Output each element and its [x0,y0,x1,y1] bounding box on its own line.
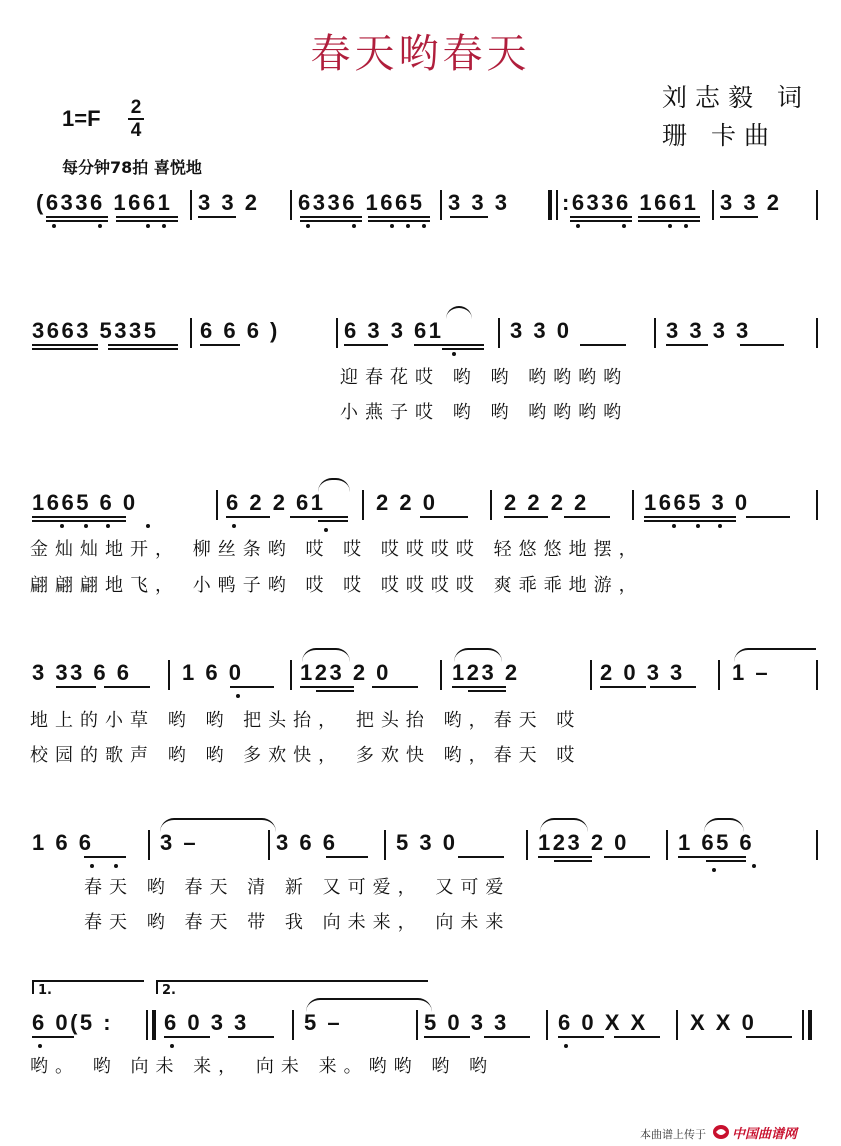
octave-dot [668,224,672,228]
octave-dot [146,224,150,228]
key-signature: 1=F [62,106,101,131]
time-signature [128,98,144,140]
underline [300,216,362,218]
barline [490,490,492,520]
underline [450,216,488,218]
measure-5-2: 3 – [160,830,199,855]
measure-4-3: 123 2 0 [300,660,391,685]
barline [816,190,818,220]
barline [190,190,192,220]
repeat-start-barline [548,190,552,220]
final-barline [808,1010,812,1040]
octave-dot [352,224,356,228]
measure-6-5: 6 0 X X [558,1010,648,1035]
measure-1-5: :6336 1661 [562,190,699,215]
site-logo-icon [712,1124,730,1140]
slur [540,818,588,834]
measure-6-1: 6 0(5 : [32,1010,114,1035]
underline [32,344,98,346]
underline [484,1036,530,1038]
underline [116,216,178,218]
repeat-end-barline [152,1010,156,1040]
barline [802,1010,804,1040]
underline [420,516,468,518]
underline [644,516,736,518]
underline [116,220,178,222]
barline [290,660,292,690]
underline [720,216,758,218]
underline [638,216,700,218]
measure-1-2: 3 3 2 [198,190,260,215]
octave-dot [576,224,580,228]
underline [164,1036,210,1038]
barline [654,318,656,348]
barline [816,318,818,348]
underline [84,856,126,858]
measure-1-1: (6336 1661 [36,190,173,215]
octave-dot [106,524,110,528]
underline [46,216,108,218]
underline [46,220,108,222]
measure-4-4: 123 2 [452,660,520,685]
underline [104,686,150,688]
octave-dot [452,352,456,356]
underline [564,516,610,518]
underline [458,856,504,858]
tie [160,818,276,834]
underline [56,686,96,688]
octave-dot [390,224,394,228]
barline [676,1010,678,1040]
measure-5-4: 5 3 0 [396,830,458,855]
lyric-verse-2: 校园的歌声 哟 哟 多欢快， 多欢快 哟，春天 哎 [30,745,582,766]
octave-dot [114,864,118,868]
underline [570,216,632,218]
underline [318,520,348,522]
measure-5-1: 1 6 6 [32,830,94,855]
barline [148,830,150,860]
measure-2-3: 6 3 3 61 [344,318,444,343]
tie [306,998,432,1014]
measure-3-4: 2 2 2 2 [504,490,589,515]
slur [454,648,502,664]
barline [666,830,668,860]
octave-dot [712,868,716,872]
barline [292,1010,294,1040]
measure-5-3: 3 6 6 [276,830,338,855]
barline [526,830,528,860]
underline [344,344,388,346]
barline [498,318,500,348]
measure-1-4: 3 3 3 [448,190,510,215]
barline [384,830,386,860]
measure-2-5: 3 3 3 3 [666,318,751,343]
barline [290,190,292,220]
lyricist-credit: 刘志毅 词 [662,83,810,112]
octave-dot [170,1044,174,1048]
underline [638,220,700,222]
slur [302,648,350,664]
measure-4-1: 3 33 6 6 [32,660,132,685]
octave-dot [422,224,426,228]
barline [416,1010,418,1040]
octave-dot [696,524,700,528]
barline [146,1010,148,1040]
barline [440,660,442,690]
underline [650,686,696,688]
measure-1-6: 3 3 2 [720,190,782,215]
measure-6-3: 5 – [304,1010,343,1035]
octave-dot [98,224,102,228]
underline [554,860,592,862]
octave-dot [672,524,676,528]
underline [414,344,484,346]
underline [368,216,430,218]
octave-dot [162,224,166,228]
underline [198,216,236,218]
underline [424,1036,470,1038]
underline [558,1036,604,1038]
underline [442,348,484,350]
slur [446,306,472,322]
measure-4-5: 2 0 3 3 [600,660,685,685]
octave-dot [236,694,240,698]
measure-5-6: 1 65 6 [678,830,755,855]
time-signature-bottom: 4 [130,120,142,141]
underline [678,856,746,858]
barline [556,190,558,220]
underline [32,348,98,350]
underline [468,690,506,692]
measure-3-5: 1665 3 0 [644,490,750,515]
barline [336,318,338,348]
barline [362,490,364,520]
underline [740,344,784,346]
site-logo-text[interactable]: 中国曲谱网 [732,1127,798,1142]
measure-6-2: 6 0 3 3 [164,1010,249,1035]
octave-dot [622,224,626,228]
underline [372,686,418,688]
slur [318,478,350,494]
measure-1-3: 6336 1665 [298,190,425,215]
octave-dot [718,524,722,528]
barline [816,490,818,520]
lyric-verse-2: 翩翩翩地飞， 小鸭子哟 哎 哎 哎哎哎哎 爽乖乖地游， [30,575,644,596]
lyric-verse-2: 春天 哟 春天 带 我 向未来， 向未来 [84,912,511,933]
underline [666,344,708,346]
underline [316,690,354,692]
underline [614,1036,660,1038]
octave-dot [232,524,236,528]
octave-dot [84,524,88,528]
second-ending-label: 2. [162,983,176,998]
underline [32,1036,74,1038]
barline [190,318,192,348]
barline [268,830,270,860]
measure-4-6: 1 – [732,660,771,685]
measure-5-5: 123 2 0 [538,830,629,855]
underline [108,348,178,350]
underline [226,516,270,518]
barline [216,490,218,520]
underline [228,1036,274,1038]
lyric-verse-1: 哟。 哟 向未 来， 向未 来。哟哟 哟 哟 [30,1056,495,1077]
measure-3-3: 2 2 0 [376,490,438,515]
tempo-marking: 每分钟78拍 喜悦地 [62,158,202,177]
barline [440,190,442,220]
underline [300,220,362,222]
slur [704,818,744,834]
measure-3-1: 1665 6 0 [32,490,138,515]
tie [734,648,816,664]
underline [326,856,368,858]
underline [600,686,646,688]
underline [200,344,240,346]
measure-2-2: 6 6 6 ) [200,318,280,343]
octave-dot [90,864,94,868]
underline [706,860,746,862]
first-ending-label: 1. [38,983,52,998]
barline [546,1010,548,1040]
octave-dot [306,224,310,228]
underline [580,344,626,346]
measure-3-2: 6 2 2 61 [226,490,326,515]
underline [604,856,650,858]
underline [504,516,548,518]
barline [632,490,634,520]
octave-dot [406,224,410,228]
underline [32,516,126,518]
measure-6-4: 5 0 3 3 [424,1010,509,1035]
lyric-verse-1: 金灿灿地开， 柳丝条哟 哎 哎 哎哎哎哎 轻悠悠地摆， [30,539,644,560]
composer-credit: 珊 卡曲 [662,121,777,150]
footer-upload-text: 本曲谱上传于 [640,1128,706,1141]
octave-dot [324,528,328,532]
underline [290,516,348,518]
barline [590,660,592,690]
underline [32,520,126,522]
lyric-verse-1: 地上的小草 哟 哟 把头抬， 把头抬 哟，春天 哎 [30,710,582,731]
octave-dot [52,224,56,228]
lyric-verse-2: 小燕子哎 哟 哟 哟哟哟哟 [340,402,629,423]
octave-dot [38,1044,42,1048]
measure-2-1: 3663 5335 [32,318,159,343]
underline [746,1036,792,1038]
barline [168,660,170,690]
barline [718,660,720,690]
octave-dot [564,1044,568,1048]
measure-4-2: 1 6 0 [182,660,244,685]
underline [300,686,354,688]
second-ending-bracket [156,980,428,994]
octave-dot [146,524,150,528]
underline [644,520,736,522]
song-title: 春天哟春天 [310,31,531,77]
lyric-verse-1: 春天 哟 春天 清 新 又可爱， 又可爱 [84,877,511,898]
measure-6-6: X X 0 [690,1010,757,1035]
octave-dot [684,224,688,228]
octave-dot [60,524,64,528]
time-signature-top: 2 [130,97,142,118]
underline [746,516,790,518]
octave-dot [752,864,756,868]
underline [230,686,274,688]
underline [538,856,592,858]
underline [108,344,178,346]
barline [816,830,818,860]
underline [452,686,506,688]
measure-2-4: 3 3 0 [510,318,572,343]
underline [570,220,632,222]
barline [816,660,818,690]
lyric-verse-1: 迎春花哎 哟 哟 哟哟哟哟 [340,367,629,388]
barline [712,190,714,220]
underline [368,220,430,222]
